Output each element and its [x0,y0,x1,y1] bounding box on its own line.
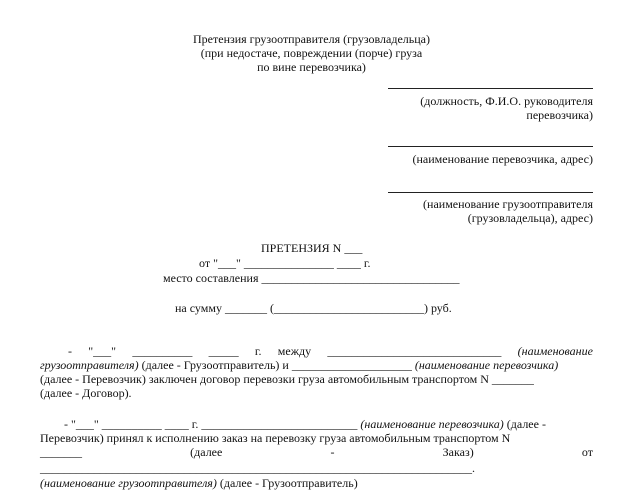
header-line-1: Претензия грузоотправителя (грузовладельца) [193,32,430,46]
para1-year-blank: _____ [208,344,239,358]
para2-carrier-hint: (наименование перевозчика) [360,417,504,431]
para2-carrier-def-start: (далее - [503,417,546,431]
para1-shipper-blank: _____________________________ [327,344,502,358]
claim-date-line: от "___" _______________ ____ г. [199,256,371,270]
para1-shipper-hint-start: (наименование [517,344,593,358]
para2-line-1 [64,417,546,431]
para1-line-4: (далее - Договор). [40,386,132,400]
shipper-caption-2: (грузовладельца), адрес) [467,211,593,225]
para2-line-2: Перевозчик) принял к исполнению заказ на перевозку груза автомобильным транспортом N [40,431,511,445]
claim-place-line: место составления _________________________________ [163,271,460,285]
para1-line-1 [40,344,593,358]
carrier-head-blank [388,88,593,89]
para1-shipper-hint-end: грузоотправителя) [40,358,139,372]
carrier-name-blank [388,146,593,147]
para2-line-3 [40,445,593,459]
para2-date-blanks: - "___" __________ ____ г. __________________________ [64,417,358,431]
header-line-2: (при недостаче, повреждении (порче) груза [200,46,423,60]
para1-carrier-blank: ____________________ [291,358,412,372]
para1-year-suffix: г. [254,344,262,358]
para2-order-def-3: Заказ) [442,445,474,459]
para2-order-def-1: (далее [190,445,223,459]
header-line-3: по вине перевозчика) [257,60,366,74]
para2-order-no-blank: _______ [40,445,82,459]
para2-from: от [581,445,593,459]
claim-sum-line: на сумму _______ (_________________________) руб. [175,301,452,315]
para2-line-5 [40,476,358,490]
claim-title: ПРЕТЕНЗИЯ N ___ [261,241,363,255]
para2-line-4: ________________________________________________________________________. [40,461,475,475]
para2-shipper-def: (далее - Грузоотправитель) [216,476,358,490]
carrier-head-caption-1: (должность, Ф.И.О. руководителя [420,94,593,108]
carrier-name-caption: (наименование перевозчика, адрес) [412,152,593,166]
para1-shipper-def: (далее - Грузоотправитель) и [138,358,292,372]
para1-between: между [277,344,312,358]
para2-shipper-hint: (наименование грузоотправителя) [40,476,217,490]
para1-day-blank: "___" [88,344,117,358]
carrier-head-caption-2: перевозчика) [526,108,593,122]
shipper-caption-1: (наименование грузоотправителя [423,197,593,211]
para1-line-2 [40,358,558,372]
para1-dash: - [68,344,72,358]
para2-order-def-2: - [330,445,335,459]
para1-line-3: (далее - Перевозчик) заключен договор перевозки груза автомобильным транспортом N _______ [40,372,534,386]
para1-carrier-hint: (наименование перевозчика) [414,358,559,372]
para1-month-blank: __________ [132,344,193,358]
shipper-blank [388,192,593,193]
